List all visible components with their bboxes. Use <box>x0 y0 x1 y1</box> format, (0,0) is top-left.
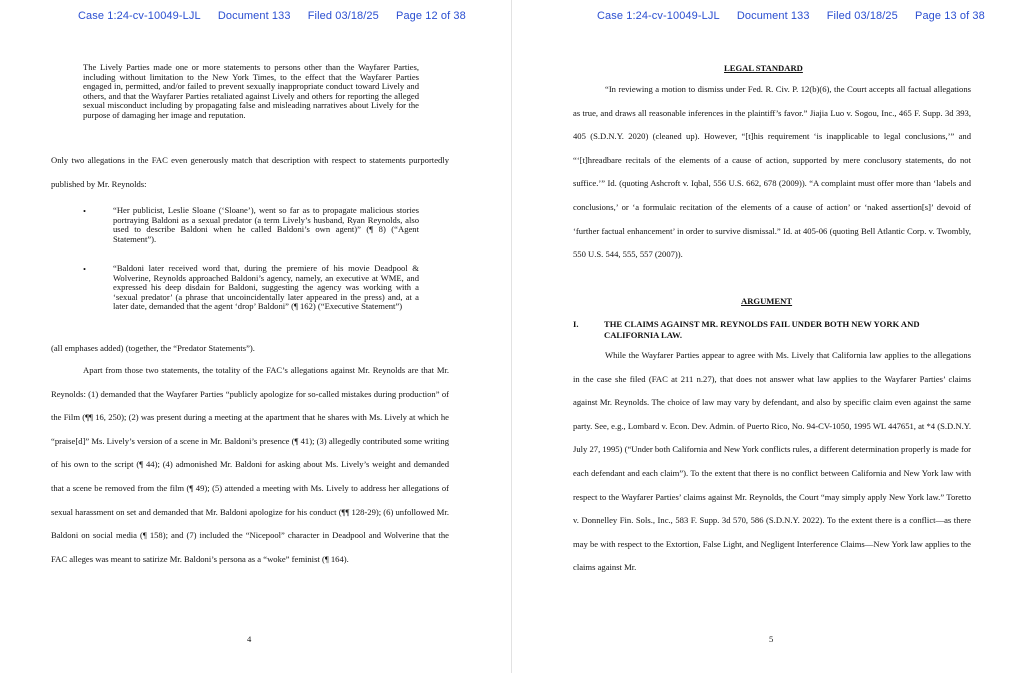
block-quote: The Lively Parties made one or more statements to persons other than the Wayfarer Parties, including without limitation to the New York Times, to the effect that the Wayfarer Parties engaged in, permitted, and/or failed to prevent sexually inappropriate conduct toward Lively and others, and that the Wayfarer Parties retaliated against Lively and others for reporting the alleged sexual misconduct including by propagating false and misleading narratives about Lively for the purpose of damaging her image and reputation. <box>83 62 419 120</box>
page-counter: Page 13 of 38 <box>915 10 985 22</box>
section-title: THE CLAIMS AGAINST MR. REYNOLDS FAIL UNDER BOTH NEW YORK AND CALIFORNIA LAW. <box>604 319 920 340</box>
section-paragraph: While the Wayfarer Parties appear to agree with Ms. Lively that California law applies to the allegations in the case she filed (FAC at 211 n.27), that does not answer what law applies to the Wayfarer Parties’ claims against Mr. Reynolds. The choice of law may vary by defendant, and also by specific claim even against the same party. See, e.g., Lombard v. Econ. Dev. Admin. of Puerto Rico, No. 94-CV-1050, 1995 WL 447651, at *4 (S.D.N.Y. July 27, 1995) (“Under both California and New York conflicts rules, a different determination properly is made for each defendant and each claim”). To the extent that there is no conflict between California and New York law with respect to the Wayfarer Parties’ claims against Mr. Reynolds, the Court “may simply apply New York law.” Toretto v. Donnelley Fin. Sols., Inc., 583 F. Supp. 3d 570, 586 (S.D.N.Y. 2022). To the extent there is a conflict—as there may be with respect to the Extortion, False Light, and Negligent Interference Claims—New York law applies to the claims against Mr. <box>573 350 971 573</box>
bullet-agent-statement: “Her publicist, Leslie Sloane (‘Sloane’), went so far as to propagate malicious stories portraying Baldoni as a sexual predator (a term Lively’s husband, Ryan Reynolds, also used to describe Baldoni when he called Baldoni’s own agent)” (¶ 8) (“Agent Statement”). <box>113 205 419 244</box>
filed-date: Filed 03/18/25 <box>826 10 898 22</box>
emphasis-note: (all emphases added) (together, the “Predator Statements”). <box>51 343 255 353</box>
page-counter: Page 12 of 38 <box>396 10 466 22</box>
filed-date: Filed 03/18/25 <box>307 10 379 22</box>
main-paragraph: Apart from those two statements, the totality of the FAC’s allegations against Mr. Reynolds are that Mr. Reynolds: (1) demanded that the Wayfarer Parties “publicly apologize for so-called mistakes during production” of the Film (¶¶ 16, 250); (2) was present during a meeting at the apartment that he shares with Ms. Lively at which he “praise[d]” Ms. Lively’s version of a scene in Mr. Baldoni’s presence (¶ 41); (3) allegedly contributed some writing of his own to the script (¶ 44); (4) admonished Mr. Baldoni for asking about Ms. Lively’s weight and demanded that a scene be removed from the film (¶ 49); (5) attended a meeting with Ms. Lively to address her allegations of sexual harassment on set and demanded that Mr. Baldoni apologize for his conduct (¶¶ 128-29); (6) unfollowed Mr. Baldoni on social media (¶ 158); and (7) included the “Nicepool” character in Deadpool and Wolverine that the FAC alleges was meant to satirize Mr. Baldoni’s persona as a “woke” feminist (¶ 164). <box>51 365 449 564</box>
page-number: 5 <box>769 634 774 644</box>
right-page-header <box>597 10 999 22</box>
left-page-header <box>78 10 480 22</box>
case-number: Case 1:24-cv-10049-LJL <box>597 10 720 22</box>
legal-standard-paragraph: “In reviewing a motion to dismiss under Fed. R. Civ. P. 12(b)(6), the Court accepts all factual allegations as true, and draws all reasonable inferences in the plaintiff’s favor.” Jiajia Luo v. Sogou, Inc., 465 F. Supp. 3d 393, 405 (S.D.N.Y. 2020) (cleaned up). However, “[t]his requirement ‘is inapplicable to legal conclusions,’” and “‘[t]hreadbare recitals of the elements of a cause of action, supported by mere conclusory statements, do not suffice.’” Id. (quoting Ashcroft v. Iqbal, 556 U.S. 662, 678 (2009)). “A complaint must offer more than ‘labels and conclusions,’ or ‘a formulaic recitation of the elements of a cause of action’ or ‘naked assertion[s]’ devoid of ‘further factual enhancement’ in order to survive dismissal.” Id. at 405-06 (quoting Bell Atlantic Corp. v. Twombly, 550 U.S. 544, 555, 557 (2007)). <box>573 84 971 260</box>
bullet-dot: • <box>83 264 87 274</box>
page-number: 4 <box>247 634 252 644</box>
left-page <box>0 0 511 673</box>
case-number: Case 1:24-cv-10049-LJL <box>78 10 201 22</box>
argument-heading: ARGUMENT <box>741 296 793 306</box>
right-page <box>512 0 1023 673</box>
document-number: Document 133 <box>217 10 291 22</box>
document-number: Document 133 <box>736 10 810 22</box>
bullet-dot: • <box>83 206 87 216</box>
section-numeral: I. <box>573 319 579 329</box>
intro-paragraph: Only two allegations in the FAC even generously match that description with respect to statements purportedly published by Mr. Reynolds: <box>51 155 449 189</box>
bullet-executive-statement: “Baldoni later received word that, during the premiere of his movie Deadpool & Wolverine, Reynolds approached Baldoni’s agency, namely, an executive at WME, and expressed his deep disdain for Baldoni, suggesting the agency was working with a ‘sexual predator’ (a phrase that uncoincidentally later appeared in the press) and, at a later date, demanded that the agent ‘drop’ Baldoni” (¶ 162) (“Executive Statement”) <box>113 263 419 312</box>
legal-standard-heading: LEGAL STANDARD <box>724 63 803 73</box>
